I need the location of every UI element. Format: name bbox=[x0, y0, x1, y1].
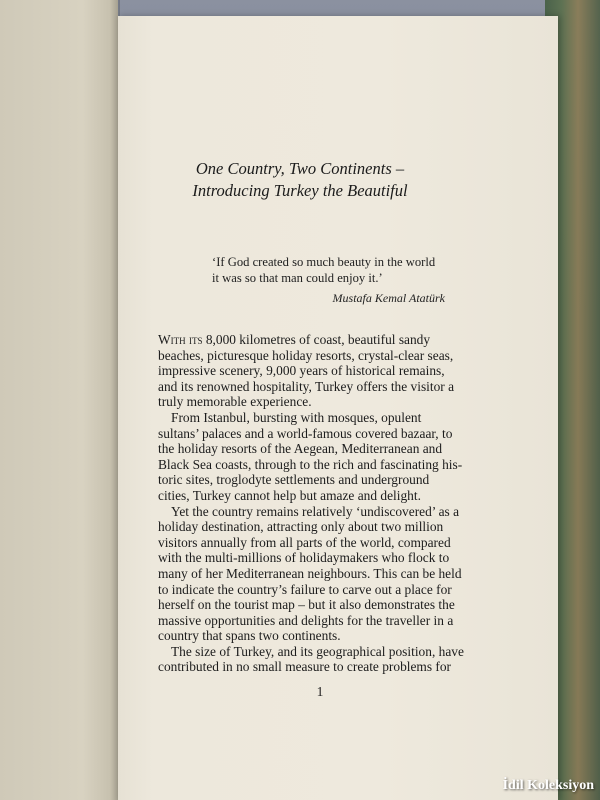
body-line: country that spans two continents. bbox=[158, 628, 341, 644]
body-line: truly memorable experience. bbox=[158, 394, 312, 410]
epigraph-line-2: it was so that man could enjoy it.’ bbox=[212, 271, 383, 285]
body-text bbox=[158, 332, 518, 675]
body-line: With its 8,000 kilometres of coast, beautiful sandy bbox=[158, 332, 431, 347]
left-page bbox=[0, 0, 118, 800]
chapter-title bbox=[0, 158, 600, 202]
body-line: and its renowned hospitality, Turkey offers the visitor a bbox=[158, 378, 455, 394]
body-line: From Istanbul, bursting with mosques, opulent bbox=[171, 409, 422, 425]
body-line: to indicate the country’s failure to carve out a place for bbox=[158, 581, 452, 597]
body-line: many of her Mediterranean neighbours. This can be held bbox=[158, 565, 462, 581]
body-line: The size of Turkey, and its geographical position, have bbox=[171, 643, 464, 659]
body-line: cities, Turkey cannot help but amaze and delight. bbox=[158, 487, 421, 503]
epigraph-line-1: ‘If God created so much beauty in the world bbox=[212, 255, 436, 269]
watermark: İdil Koleksiyon bbox=[502, 778, 594, 793]
body-line: Yet the country remains relatively ‘undiscovered’ as a bbox=[171, 503, 460, 519]
body-line: with the multi-millions of holidaymakers who flock to bbox=[158, 550, 450, 566]
body-line: impressive scenery, 9,000 years of historical remains, bbox=[158, 363, 445, 379]
body-line: Black Sea coasts, through to the rich and fascinating his- bbox=[158, 456, 463, 472]
body-line: the holiday resorts of the Aegean, Mediterranean and bbox=[158, 441, 443, 457]
body-line: contributed in no small measure to create problems for bbox=[158, 659, 452, 675]
chapter-title-line-2: Introducing Turkey the Beautiful bbox=[192, 181, 408, 200]
epigraph-quote bbox=[212, 254, 492, 286]
body-line: sultans’ palaces and a world-famous covered bazaar, to bbox=[158, 425, 453, 441]
body-line: massive opportunities and delights for the traveller in a bbox=[158, 612, 454, 628]
body-line: herself on the tourist map – but it also demonstrates the bbox=[158, 597, 455, 613]
body-line: toric sites, troglodyte settlements and underground bbox=[158, 472, 430, 488]
body-line: visitors annually from all parts of the world, compared bbox=[158, 534, 451, 550]
epigraph-attribution: Mustafa Kemal Atatürk bbox=[332, 291, 445, 305]
body-line: holiday destination, attracting only about two million bbox=[158, 519, 444, 535]
body-line: beaches, picturesque holiday resorts, crystal-clear seas, bbox=[158, 347, 454, 363]
chapter-title-line-1: One Country, Two Continents – bbox=[195, 159, 405, 178]
drop-word: With its bbox=[158, 332, 203, 347]
page-number: 1 bbox=[316, 684, 324, 699]
